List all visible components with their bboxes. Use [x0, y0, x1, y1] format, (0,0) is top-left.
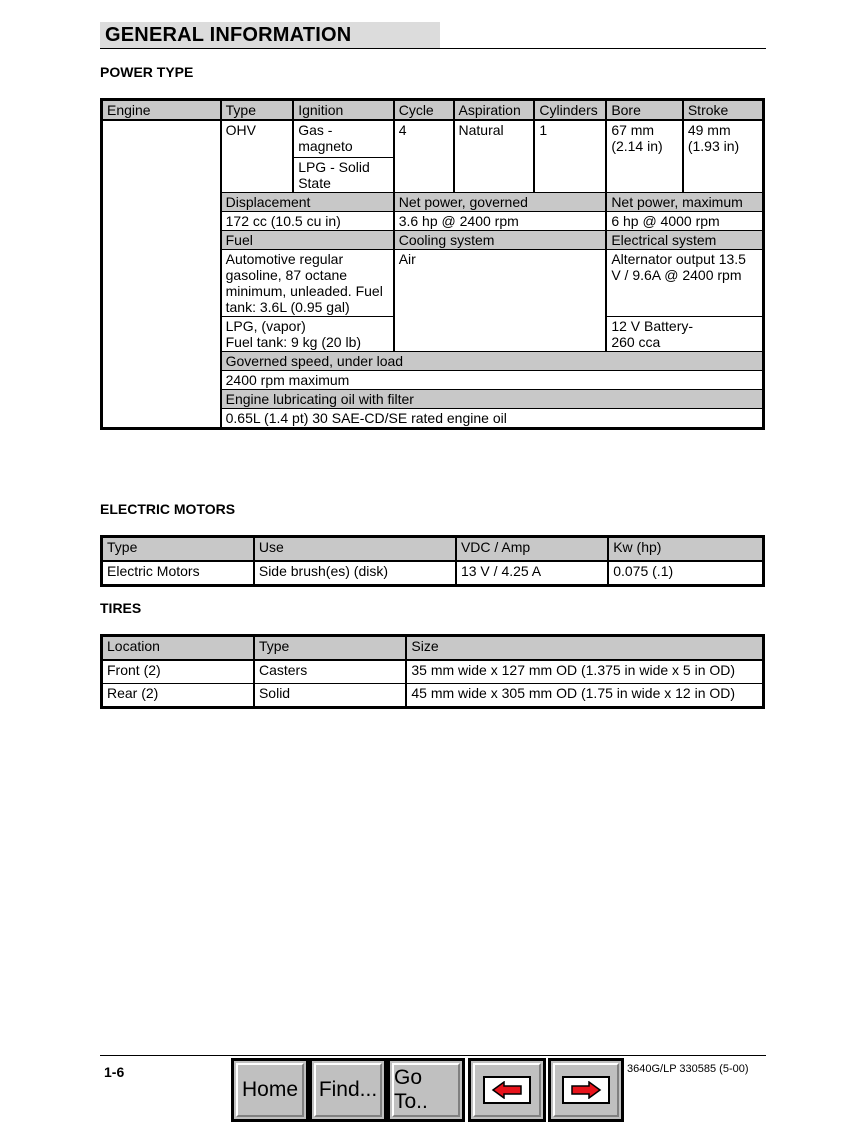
net-power-governed-label: Net power, governed	[394, 193, 607, 212]
engine-type-value: OHV	[221, 120, 294, 193]
cooling-label: Cooling system	[394, 231, 607, 250]
fuel-label: Fuel	[221, 231, 394, 250]
lube-label: Engine lubricating oil with filter	[221, 390, 764, 409]
battery-line2: 260 cca	[611, 334, 661, 350]
column-header-type: Type	[221, 100, 294, 121]
electrical-label: Electrical system	[606, 231, 763, 250]
arrow-right-icon	[570, 1081, 602, 1099]
tire-size-value: 35 mm wide x 127 mm OD (1.375 in wide x 5 in OD)	[406, 660, 763, 684]
net-power-governed-value: 3.6 hp @ 2400 rpm	[394, 212, 607, 231]
tires-table	[100, 634, 765, 709]
electrical-value-alternator: Alternator output 13.5 V / 9.6A @ 2400 rpm	[606, 250, 763, 317]
tire-type-value: Casters	[254, 660, 406, 684]
document-code: 3640G/LP 330585 (5-00)	[627, 1063, 749, 1075]
home-button[interactable]	[231, 1058, 309, 1122]
column-header-cycle: Cycle	[394, 100, 454, 121]
column-header-cylinders: Cylinders	[534, 100, 606, 121]
column-header-type: Type	[102, 537, 254, 562]
arrow-left-icon	[491, 1081, 523, 1099]
cycle-value: 4	[394, 120, 454, 193]
find-button-label: Find...	[314, 1063, 382, 1117]
next-arrow-frame	[562, 1076, 610, 1104]
goto-button-label: Go To..	[392, 1063, 460, 1117]
fuel-lpg-line1: LPG, (vapor)	[225, 318, 306, 334]
motor-vdc-value: 13 V / 4.25 A	[456, 561, 608, 586]
tire-type-value: Solid	[254, 684, 406, 708]
column-header-kw-hp: Kw (hp)	[608, 537, 763, 562]
column-header-type: Type	[254, 636, 406, 661]
stroke-value: 49 mm (1.93 in)	[683, 120, 764, 193]
governed-speed-label: Governed speed, under load	[221, 352, 764, 371]
column-header-engine: Engine	[102, 100, 221, 121]
tire-location-value: Front (2)	[102, 660, 254, 684]
cylinders-value: 1	[534, 120, 606, 193]
find-button[interactable]	[309, 1058, 387, 1122]
table-row	[102, 561, 764, 586]
section-title-power-type: POWER TYPE	[100, 64, 194, 80]
column-header-ignition: Ignition	[293, 100, 394, 121]
column-header-location: Location	[102, 636, 254, 661]
previous-arrow-frame	[483, 1076, 531, 1104]
fuel-value-gasoline: Automotive regular gasoline, 87 octane minimum, unleaded. Fuel tank: 3.6L (0.95 gal)	[221, 250, 394, 317]
power-type-table	[100, 98, 765, 430]
fuel-lpg-line2: Fuel tank: 9 kg (20 lb)	[225, 334, 362, 350]
fuel-value-lpg	[221, 317, 394, 352]
table-header-row	[102, 636, 764, 661]
tire-size-value: 45 mm wide x 305 mm OD (1.75 in wide x 12 in OD)	[406, 684, 763, 708]
column-header-use: Use	[254, 537, 456, 562]
home-button-label: Home	[236, 1063, 304, 1117]
motor-kw-value: 0.075 (.1)	[608, 561, 763, 586]
previous-page-button[interactable]	[468, 1058, 546, 1122]
battery-line1: 12 V Battery-	[611, 318, 694, 334]
section-title-tires: TIRES	[100, 600, 142, 616]
governed-speed-value: 2400 rpm maximum	[221, 371, 764, 390]
displacement-value: 172 cc (10.5 cu in)	[221, 212, 394, 231]
table-header-row	[102, 100, 764, 121]
lube-value: 0.65L (1.4 pt) 30 SAE-CD/SE rated engine oil	[221, 409, 764, 429]
column-header-vdc-amp: VDC / Amp	[456, 537, 608, 562]
ignition-value-lpg: LPG - Solid State	[293, 158, 394, 193]
engine-cell	[102, 120, 221, 429]
aspiration-value: Natural	[454, 120, 535, 193]
electric-motors-table	[100, 535, 765, 587]
net-power-max-label: Net power, maximum	[606, 193, 763, 212]
table-row	[102, 684, 764, 708]
net-power-max-value: 6 hp @ 4000 rpm	[606, 212, 763, 231]
ignition-value-gas: Gas - magneto	[293, 120, 394, 158]
page-number: 1-6	[104, 1064, 125, 1080]
page-title: GENERAL INFORMATION	[100, 22, 440, 48]
next-page-button[interactable]	[548, 1058, 624, 1122]
section-title-electric-motors: ELECTRIC MOTORS	[100, 501, 236, 517]
motor-type-value: Electric Motors	[102, 561, 254, 586]
electrical-value-battery	[606, 317, 763, 352]
table-header-row	[102, 537, 764, 562]
column-header-bore: Bore	[606, 100, 683, 121]
table-row	[102, 660, 764, 684]
footer-rule	[100, 1055, 766, 1056]
bore-value: 67 mm (2.14 in)	[606, 120, 683, 193]
title-rule	[100, 48, 766, 49]
tire-location-value: Rear (2)	[102, 684, 254, 708]
cooling-value: Air	[394, 250, 607, 352]
goto-button[interactable]	[387, 1058, 465, 1122]
motor-use-value: Side brush(es) (disk)	[254, 561, 456, 586]
column-header-size: Size	[406, 636, 763, 661]
column-header-aspiration: Aspiration	[454, 100, 535, 121]
displacement-label: Displacement	[221, 193, 394, 212]
column-header-stroke: Stroke	[683, 100, 764, 121]
table-row	[102, 120, 764, 158]
